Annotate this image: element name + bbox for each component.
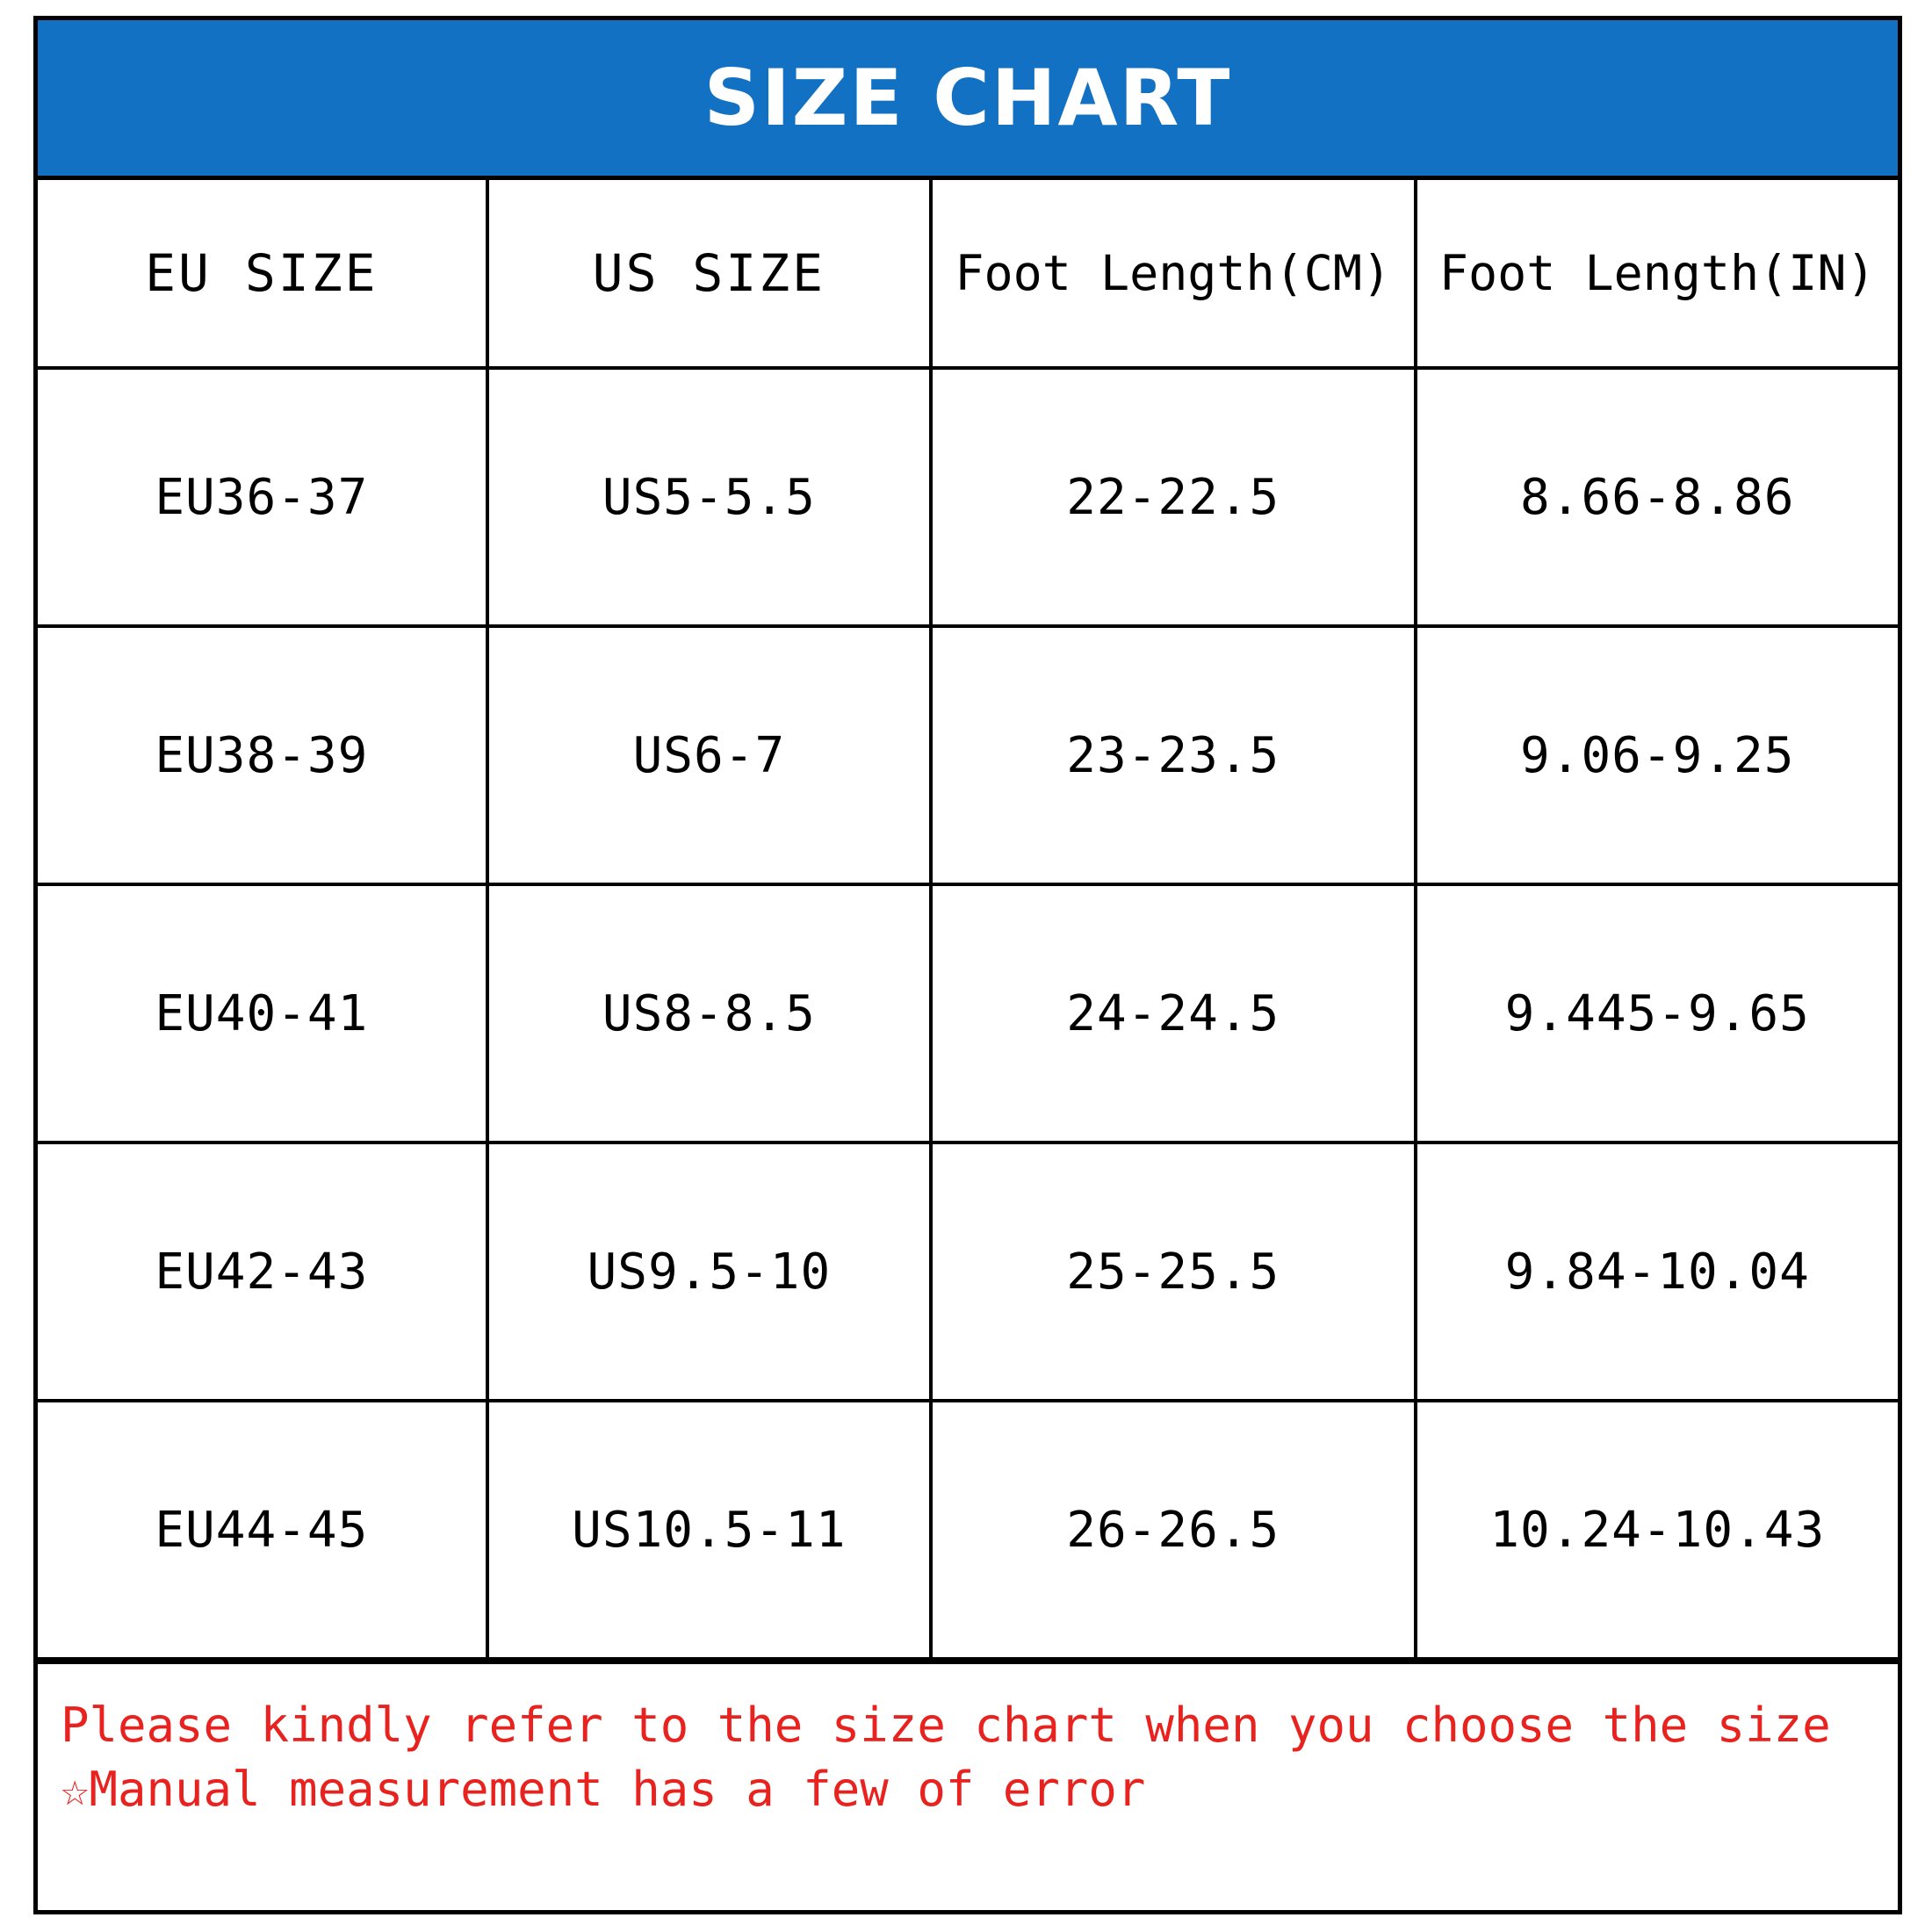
table-row (38, 1143, 1898, 1401)
cell-eu-size: EU44-45 (38, 1401, 487, 1659)
cell-eu-size: EU38-39 (38, 626, 487, 884)
note-line-1: Please kindly refer to the size chart when you choose the size (61, 1698, 1831, 1753)
cell-us-size: US9.5-10 (487, 1143, 931, 1401)
page-title: SIZE CHART (703, 52, 1232, 143)
table-row (38, 884, 1898, 1143)
table-row (38, 368, 1898, 626)
cell-foot-length-cm: 24-24.5 (931, 884, 1415, 1143)
cell-foot-length-cm: 26-26.5 (931, 1401, 1415, 1659)
cell-us-size: US10.5-11 (487, 1401, 931, 1659)
column-header-us-size: US SIZE (487, 180, 931, 368)
note-line-2: ☆Manual measurement has a few of error (61, 1761, 1146, 1817)
cell-foot-length-in: 9.06-9.25 (1416, 626, 1899, 884)
size-chart-container (33, 16, 1902, 1914)
cell-foot-length-in: 8.66-8.86 (1416, 368, 1899, 626)
cell-foot-length-in: 10.24-10.43 (1416, 1401, 1899, 1659)
cell-foot-length-cm: 25-25.5 (931, 1143, 1415, 1401)
chart-title-bar (38, 20, 1898, 180)
cell-us-size: US6-7 (487, 626, 931, 884)
size-table (38, 180, 1898, 1661)
column-header-eu-size: EU SIZE (38, 180, 487, 368)
cell-us-size: US5-5.5 (487, 368, 931, 626)
cell-eu-size: EU36-37 (38, 368, 487, 626)
cell-us-size: US8-8.5 (487, 884, 931, 1143)
cell-foot-length-in: 9.84-10.04 (1416, 1143, 1899, 1401)
note-section (38, 1661, 1898, 1898)
table-header-row (38, 180, 1898, 368)
column-header-foot-length-in: Foot Length(IN) (1416, 180, 1899, 368)
table-row (38, 626, 1898, 884)
cell-foot-length-cm: 23-23.5 (931, 626, 1415, 884)
cell-foot-length-in: 9.445-9.65 (1416, 884, 1899, 1143)
cell-eu-size: EU42-43 (38, 1143, 487, 1401)
cell-eu-size: EU40-41 (38, 884, 487, 1143)
cell-foot-length-cm: 22-22.5 (931, 368, 1415, 626)
table-row (38, 1401, 1898, 1659)
column-header-foot-length-cm: Foot Length(CM) (931, 180, 1415, 368)
